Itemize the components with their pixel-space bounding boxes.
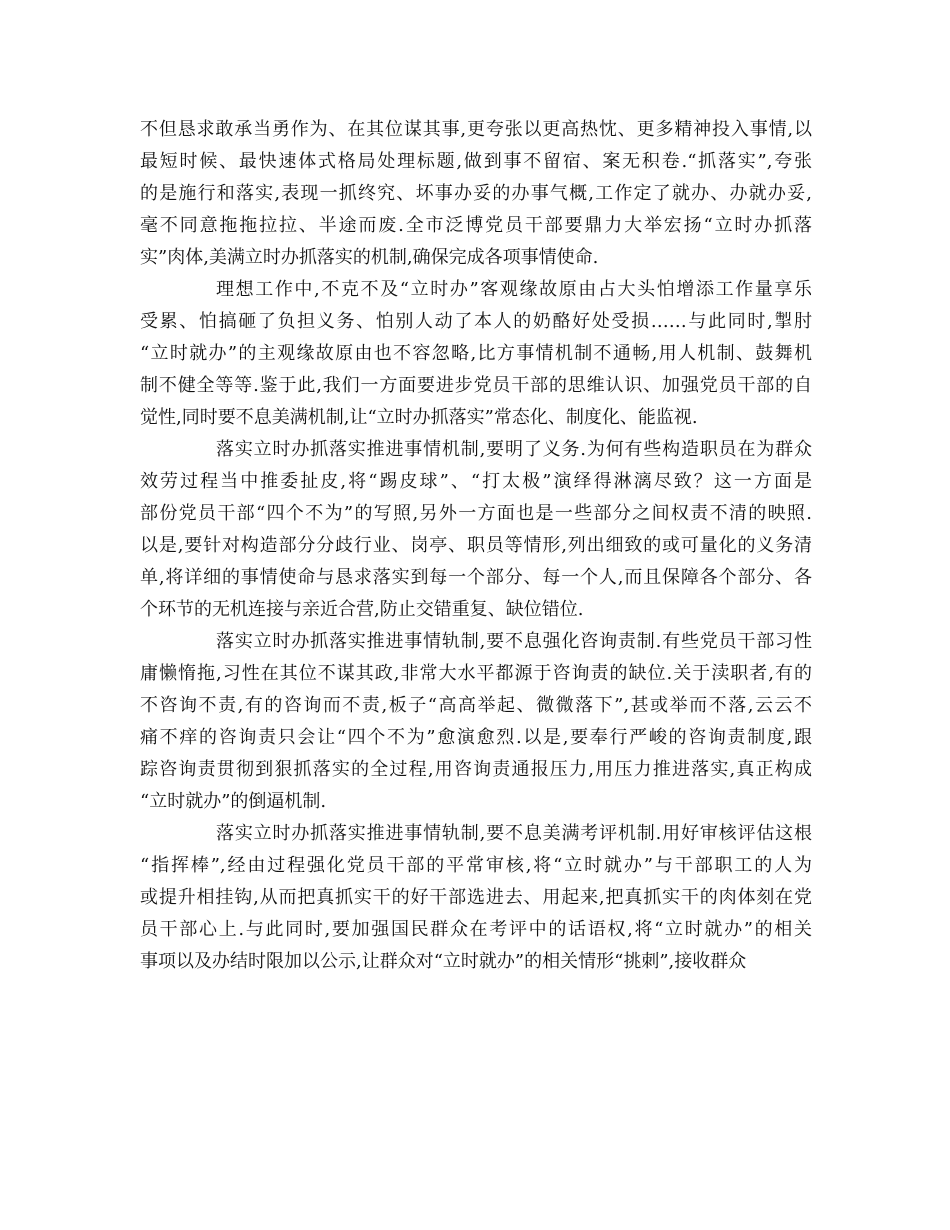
text-line: 不但恳求敢承当勇作为、在其位谋其事,更夸张以更高热忱、更多精神投入事情,以 bbox=[140, 119, 812, 140]
text-line: 制不健全等等.鉴于此,我们一方面要进步党员干部的思维认识、加强党员干部的自 bbox=[140, 375, 812, 396]
text-line: 落实立时办抓落实推进事情机制,要明了义务.为何有些构造职员在为群众 bbox=[216, 439, 812, 460]
paragraph bbox=[140, 114, 812, 274]
text-line: 事项以及办结时限加以公示,让群众对“立时就办”的相关情形“挑刺”,接收群众 bbox=[140, 951, 747, 972]
text-line: 的是施行和落实,表现一抓终究、坏事办妥的办事气概,工作定了就办、办就办妥, bbox=[140, 183, 812, 204]
text-line: 效劳过程当中推委扯皮,将“踢皮球”、“打太极”演绎得淋漓尽致？这一方面是 bbox=[140, 471, 812, 492]
document-page bbox=[140, 114, 812, 978]
text-line: 个环节的无机连接与亲近合营,防止交错重复、缺位错位. bbox=[140, 599, 584, 620]
text-line: 落实立时办抓落实推进事情轨制,要不息美满考评机制.用好审核评估这根 bbox=[216, 823, 812, 844]
paragraph bbox=[140, 434, 812, 626]
text-line: 受累、怕搞砸了负担义务、怕别人动了本人的奶酪好处受损……与此同时,掣肘 bbox=[140, 311, 812, 332]
paragraph bbox=[140, 274, 812, 434]
text-line: 实”肉体,美满立时办抓落实的机制,确保完成各项事情使命. bbox=[140, 247, 599, 268]
text-line: 痛不痒的咨询责只会让“四个不为”愈演愈烈.以是,要奉行严峻的咨询责制度,跟 bbox=[140, 727, 812, 748]
text-line: 觉性,同时要不息美满机制,让“立时办抓落实”常态化、制度化、能监视. bbox=[140, 407, 698, 428]
text-line: 理想工作中,不克不及“立时办”客观缘故原由占大头怕增添工作量享乐 bbox=[216, 279, 812, 300]
text-line: 踪咨询责贯彻到狠抓落实的全过程,用咨询责通报压力,用压力推进落实,真正构成 bbox=[140, 759, 812, 780]
text-line: 部份党员干部“四个不为”的写照,另外一方面也是一些部分之间权责不清的映照. bbox=[140, 503, 812, 524]
paragraph bbox=[140, 626, 812, 818]
text-line: 以是,要针对构造部分分歧行业、岗亭、职员等情形,列出细致的或可量化的义务清 bbox=[140, 535, 812, 556]
text-line: 最短时候、最快速体式格局处理标题,做到事不留宿、案无积卷.“抓落实”,夸张 bbox=[140, 151, 812, 172]
text-line: 落实立时办抓落实推进事情轨制,要不息强化咨询责制.有些党员干部习性 bbox=[216, 631, 812, 652]
text-line: 庸懒惰拖,习性在其位不谋其政,非常大水平都源于咨询责的缺位.关于渎职者,有的 bbox=[140, 663, 812, 684]
text-line: 或提升相挂钩,从而把真抓实干的好干部选进去、用起来,把真抓实干的肉体刻在党 bbox=[140, 887, 812, 908]
text-line: 员干部心上.与此同时,要加强国民群众在考评中的话语权,将“立时就办”的相关 bbox=[140, 919, 812, 940]
text-line: “立时就办”的倒逼机制. bbox=[140, 791, 327, 812]
text-line: 单,将详细的事情使命与恳求落实到每一个部分、每一个人,而且保障各个部分、各 bbox=[140, 567, 812, 588]
text-line: “指挥棒”,经由过程强化党员干部的平常审核,将“立时就办”与干部职工的人为 bbox=[140, 855, 812, 876]
paragraph bbox=[140, 818, 812, 978]
text-line: 不咨询不责,有的咨询而不责,板子“高高举起、微微落下”,甚或举而不落,云云不 bbox=[140, 695, 812, 716]
text-line: “立时就办”的主观缘故原由也不容忽略,比方事情机制不通畅,用人机制、鼓舞机 bbox=[140, 343, 812, 364]
text-line: 毫不同意拖拖拉拉、半途而废.全市泛博党员干部要鼎力大举宏扬“立时办抓落 bbox=[140, 215, 812, 236]
